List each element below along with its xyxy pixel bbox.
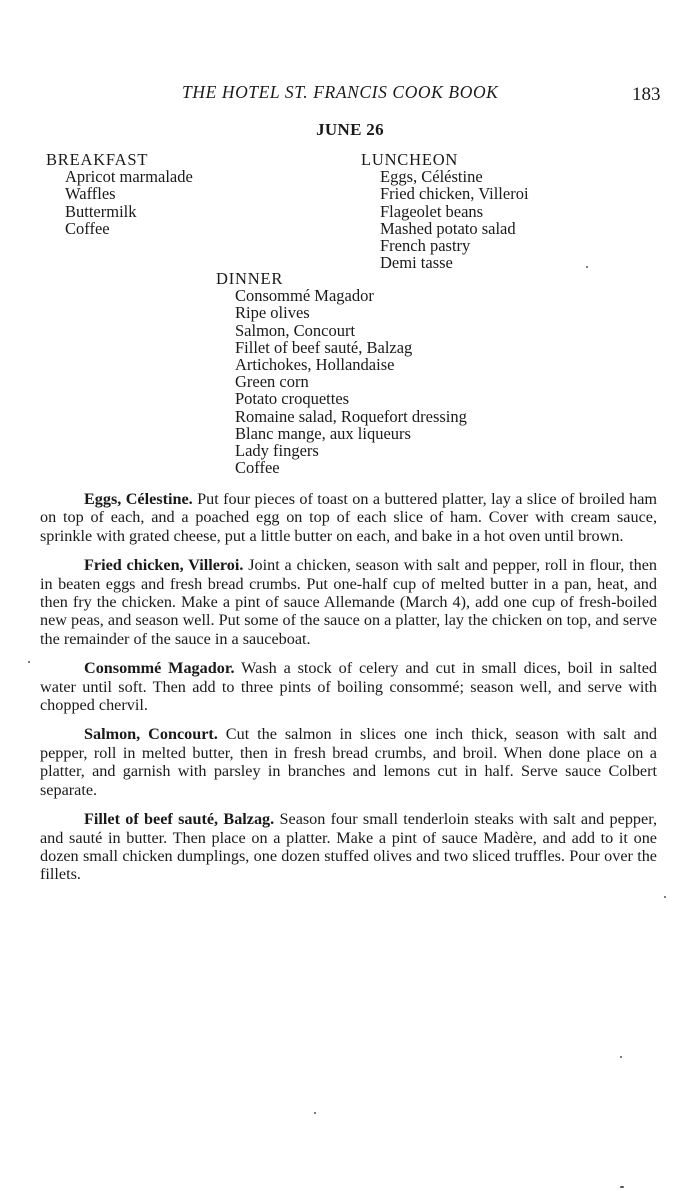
menu-item: Salmon, Concourt [235, 320, 356, 340]
menu-items [46, 168, 193, 237]
scan-speck [664, 896, 666, 898]
book-title: THE HOTEL ST. FRANCIS COOK BOOK [182, 82, 499, 102]
scan-speck [314, 1112, 316, 1114]
recipe-paragraph [40, 490, 657, 545]
recipe-title: Fried chicken, Villeroi. [84, 556, 244, 575]
menu-item: Coffee [65, 218, 110, 238]
date-heading: JUNE 26 [316, 120, 384, 139]
menu-item: Buttermilk [65, 201, 137, 221]
recipe-text: Joint a chicken, season with salt and pepper, roll in flour, then in beaten eggs and fresh bread crumbs. Put one-half cup of melted butter in a pan, heat, and then fry the chicken. Make a pint of sauce Allemande (March 4), add one cup of fresh-boiled new peas, and season well. Put some of the sauce on a platter, lay the chicken on top, and serve the remainder of the sauce in a sauceboat. [40, 556, 658, 648]
menu-item: Apricot marmalade [65, 167, 193, 187]
menu-item: Green corn [235, 372, 309, 392]
recipe-paragraph [40, 556, 657, 648]
recipe-title: Eggs, Célestine. [84, 490, 193, 508]
menu-item: Flageolet beans [380, 201, 484, 221]
menu-title: DINNER [216, 269, 284, 288]
menu-items [216, 287, 467, 476]
scan-speck [620, 1186, 624, 1188]
recipe-title: Consommé Magador. [84, 659, 235, 678]
breakfast-menu [46, 151, 193, 237]
menu-items [361, 168, 529, 271]
recipe-text: Wash a stock of celery and cut in small dices, boil in salted water until soft. Then add to three pints of boiling consommé; season well, and serve with chopped chervil. [40, 659, 657, 715]
recipe-text: Put four pieces of toast on a buttered platter, lay a slice of broiled ham on top of each, and a poached egg on top of each slice of ham. Cover with cream sauce, sprinkle with grated cheese, put a little butter on each, and bake in a hot oven until brown. [40, 490, 658, 545]
menu-item: Artichokes, Hollandaise [235, 355, 395, 375]
menu-title: LUNCHEON [361, 150, 459, 169]
page-number: 183 [632, 84, 661, 105]
menu-item: Demi tasse [380, 253, 453, 273]
menu-item: Ripe olives [235, 303, 310, 323]
menu-item: Blanc mange, aux liqueurs [235, 423, 411, 443]
menu-item: Fillet of beef sauté, Balzag [235, 337, 413, 357]
recipe-text: Cut the salmon in slices one inch thick, season with salt and pepper, roll in melted butter, then in fresh bread crumbs, and broil. When done place on a platter, and garnish with parsley in branches and lemons cut in half. Serve sauce Colbert separate. [40, 725, 658, 799]
recipe-paragraph [40, 810, 657, 884]
menu-item: French pastry [380, 236, 471, 256]
recipe-title: Salmon, Concourt. [84, 725, 218, 744]
recipe-text: Season four small tenderloin steaks with salt and pepper, and sauté in butter. Then place on a platter. Make a pint of sauce Madère, and add to it one dozen small chicken dumplings, one dozen stuffed olives and two sliced truffles. Pour over the fillets. [40, 810, 658, 884]
menu-item: Fried chicken, Villeroi [380, 184, 529, 204]
scan-speck [620, 1056, 622, 1058]
scan-speck [28, 661, 30, 663]
menu-title: BREAKFAST [46, 150, 149, 169]
scan-speck [586, 266, 588, 268]
running-head [0, 82, 700, 108]
recipe-title: Fillet of beef sauté, Balzag. [84, 810, 275, 829]
menu-item: Eggs, Céléstine [380, 167, 483, 187]
recipe-paragraph [40, 725, 657, 799]
menu-item: Potato croquettes [235, 389, 350, 409]
menu-item: Consommé Magador [235, 286, 374, 306]
menu-item: Coffee [235, 458, 280, 478]
menu-item: Romaine salad, Roquefort dressing [235, 406, 467, 426]
luncheon-menu [361, 151, 529, 271]
menu-item: Lady fingers [235, 441, 319, 461]
recipe-paragraph [40, 659, 657, 714]
menu-item: Mashed potato salad [380, 218, 516, 238]
menu-item: Waffles [65, 184, 116, 204]
dinner-menu [216, 270, 467, 476]
recipes [40, 490, 657, 895]
